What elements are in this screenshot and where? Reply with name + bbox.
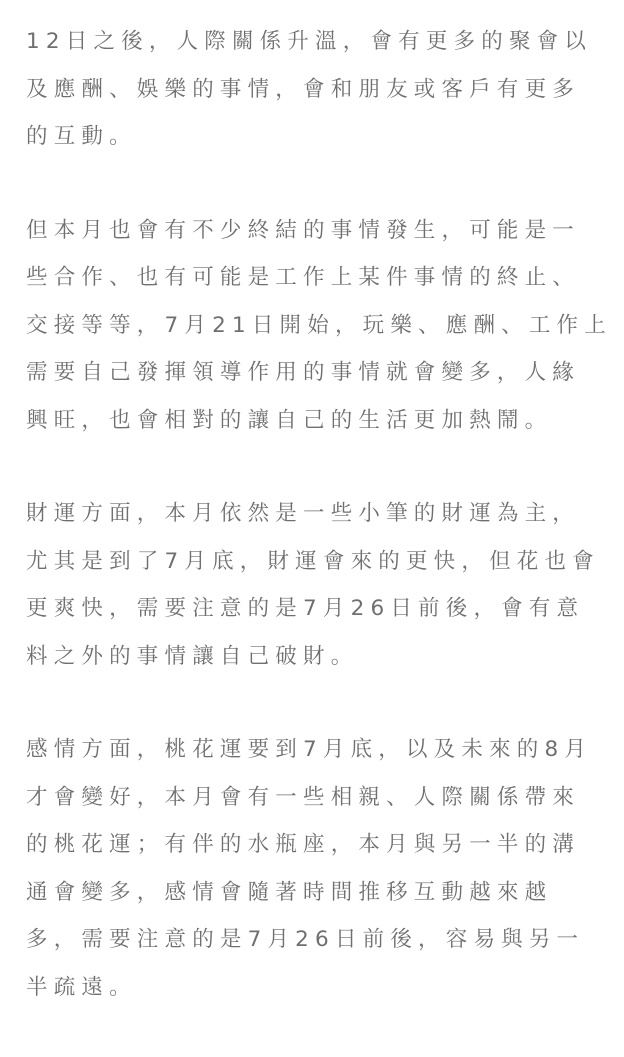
paragraph-romance: [26, 726, 606, 1011]
paragraph-wealth: [26, 490, 606, 680]
text-line: 感情方面，桃花運要到7月底，以及未來的8月: [26, 737, 593, 762]
text-line: 需要自己發揮領導作用的事情就會變多，人緣: [26, 360, 581, 385]
text-line: 及應酬、娛樂的事情，會和朋友或客戶有更多: [26, 76, 581, 102]
text-line: 些合作、也有可能是工作上某件事情的終止、: [26, 265, 581, 290]
text-line: 但本月也會有不少終結的事情發生，可能是一: [26, 217, 581, 243]
text-line: 興旺，也會相對的讓自己的生活更加熱鬧。: [26, 407, 553, 433]
text-line: 12日之後，人際關係升溫，會有更多的聚會以: [26, 29, 593, 54]
text-line: 的桃花運；有伴的水瓶座，本月與另一半的溝: [26, 832, 581, 857]
text-line: 更爽快，需要注意的是7月26日前後，會有意: [26, 596, 585, 621]
paragraph-endings: [26, 207, 612, 445]
text-line: 才會變好，本月會有一些相親、人際關係帶來: [26, 784, 581, 810]
text-line: 交接等等，7月21日開始，玩樂、應酬、工作上: [26, 312, 612, 338]
paragraph-social: [26, 18, 606, 161]
article-body: [26, 18, 612, 1057]
text-line: 財運方面，本月依然是一些小筆的財運為主，: [26, 501, 581, 526]
text-line: 通會變多，感情會隨著時間推移互動越來越: [26, 879, 553, 905]
text-line: 的互動。: [26, 124, 137, 149]
text-line: 料之外的事情讓自己破財。: [26, 643, 359, 669]
text-line: 多，需要注意的是7月26日前後，容易與另一: [26, 927, 585, 952]
text-line: 尤其是到了7月底，財運會來的更快，但花也會: [26, 548, 600, 574]
text-line: 半疏遠。: [26, 974, 137, 1000]
